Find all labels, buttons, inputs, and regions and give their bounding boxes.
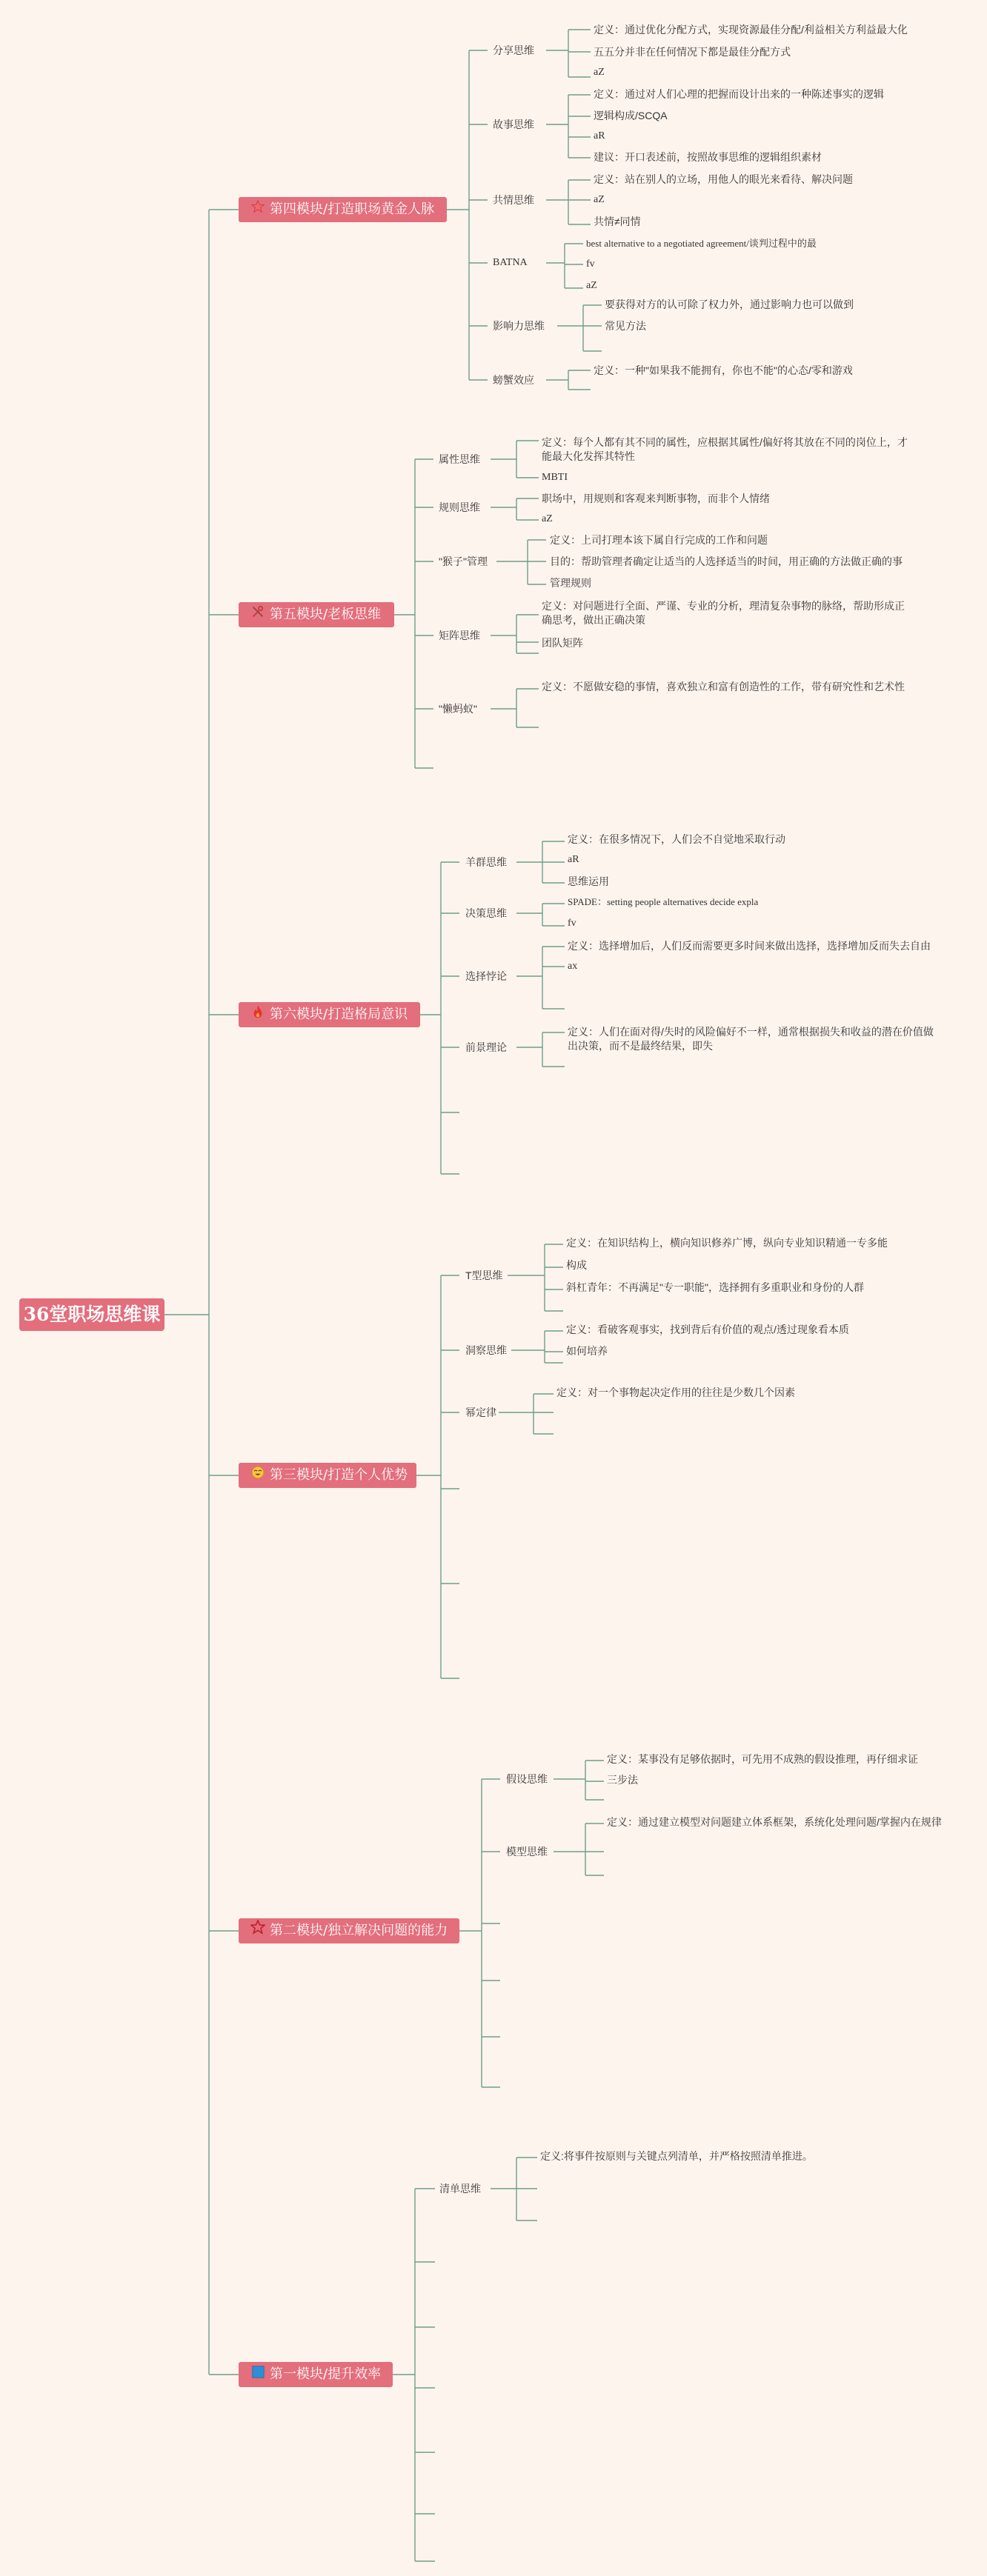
sub-attribute-thinking[interactable]: 属性思维 [439, 453, 480, 465]
module-5-label: 第五模块/老板思维 [270, 607, 382, 622]
sub-lazy-ant[interactable]: "懒蚂蚁" [439, 703, 477, 715]
leaf-power-definition: 定义：对一个事物起决定作用的往往是少数几个因素 [556, 1387, 795, 1398]
leaf-prospect-definition-1: 定义：人们在面对得/失时的风险偏好不一样，通常根据损失和收益的潜在价值做 [568, 1026, 934, 1038]
leaf-matrix-definition-2: 确思考，做出正确决策 [542, 614, 645, 626]
leaf-share-5050: 五五分并非在任何情况下都是最佳分配方式 [594, 46, 791, 58]
leaf-decision-fv: fv [568, 918, 576, 929]
module-3-node[interactable] [239, 1463, 416, 1488]
sub-checklist-thinking[interactable]: 清单思维 [439, 2183, 481, 2195]
leaf-paradox-definition: 定义：选择增加后，人们反而需要更多时间来做出选择，选择增加反而失去自由 [568, 940, 931, 952]
leaf-crab-definition: 定义：一种"如果我不能拥有，你也不能"的心态/零和游戏 [594, 364, 853, 376]
leaf-share-definition: 定义：通过优化分配方式，实现资源最佳分配/利益相关方利益最大化 [594, 24, 908, 36]
sub-monkey-management[interactable]: "猴子"管理 [439, 555, 488, 567]
leaf-monkey-definition: 定义：上司打理本该下属自行完成的工作和问题 [550, 534, 768, 546]
module-2-node[interactable] [239, 1918, 459, 1943]
leaf-ant-definition: 定义：不愿做安稳的事情，喜欢独立和富有创造性的工作，带有研究性和艺术性 [542, 681, 905, 693]
module-1-label: 第一模块/提升效率 [270, 2366, 382, 2382]
module-6-node[interactable] [239, 1002, 420, 1027]
module-2-label: 第二模块/独立解决问题的能力 [270, 1923, 448, 1938]
leaf-attr-definition-2: 能最大化发挥其特性 [542, 450, 635, 462]
leaf-empathy-az: aZ [594, 194, 605, 205]
leaf-hypothesis-three-steps: 三步法 [607, 1774, 638, 1786]
star-icon [249, 197, 267, 222]
sub-power-law[interactable]: 幂定律 [465, 1407, 496, 1418]
sub-model-thinking[interactable]: 模型思维 [506, 1846, 548, 1858]
leaf-paradox-ax: ax [568, 961, 578, 972]
leaf-story-scqa: 逻辑构成/SCQA [594, 110, 668, 121]
leaf-model-definition: 定义：通过建立模型对问题建立体系框架，系统化处理问题/掌握内在规律 [607, 1816, 942, 1828]
sub-share-thinking[interactable]: 分享思维 [493, 44, 534, 56]
sub-herd-thinking[interactable]: 羊群思维 [465, 856, 507, 868]
star-outline-icon [249, 1918, 267, 1943]
leaf-t-slash-youth: 斜杠青年：不再满足"专一职能"，选择拥有多重职业和身份的人群 [566, 1281, 864, 1293]
sub-insight-thinking[interactable]: 洞察思维 [465, 1344, 507, 1356]
leaf-batna-definition: best alternative to a negotiated agreement/谈判过程中的最 [586, 238, 817, 249]
leaf-monkey-rules: 管理规则 [550, 577, 591, 589]
leaf-hypothesis-definition: 定义：某事没有足够依据时，可先用不成熟的假设推理，再仔细求证 [607, 1753, 918, 1765]
leaf-herd-usage: 思维运用 [568, 875, 609, 887]
leaf-rule-az: aZ [542, 513, 553, 524]
sub-empathy-thinking[interactable]: 共情思维 [493, 194, 534, 206]
leaf-decision-spade: SPADE：setting people alternatives decide expla [568, 896, 759, 907]
leaf-insight-cultivate: 如何培养 [566, 1345, 608, 1357]
sub-influence-thinking[interactable]: 影响力思维 [493, 320, 545, 332]
leaf-checklist-definition: 定义:将事件按原则与关键点列清单，并严格按照清单推进。 [540, 2150, 813, 2162]
flame-icon [249, 1002, 267, 1027]
sub-story-thinking[interactable]: 故事思维 [493, 119, 534, 130]
leaf-matrix-team: 团队矩阵 [542, 637, 583, 649]
leaf-share-az: aZ [594, 67, 605, 78]
leaf-rule-objective: 职场中，用规则和客观来判断事物，而非个人情绪 [542, 493, 770, 504]
leaf-matrix-definition-1: 定义：对问题进行全面、严谨、专业的分析，理清复杂事物的脉络，帮助形成正 [542, 600, 905, 612]
leaf-batna-fv: fv [586, 258, 595, 270]
sub-choice-paradox[interactable]: 选择悖论 [465, 970, 507, 982]
module-1-node[interactable] [239, 2362, 393, 2387]
sub-matrix-thinking[interactable]: 矩阵思维 [439, 630, 480, 641]
leaf-herd-ar: aR [568, 854, 579, 865]
root-node[interactable]: 36堂职场思维课 [19, 1298, 164, 1331]
emoji-icon [249, 1463, 267, 1488]
leaf-story-definition: 定义：通过对人们心理的把握而设计出来的一种陈述事实的逻辑 [594, 88, 884, 100]
sub-batna[interactable]: BATNA [493, 257, 528, 268]
leaf-batna-az: aZ [586, 280, 597, 291]
leaf-t-structure: 构成 [566, 1259, 587, 1271]
leaf-prospect-definition-2: 出决策，而不是最终结果，即失 [568, 1040, 713, 1052]
leaf-empathy-not-sympathy: 共情≠同情 [594, 216, 641, 227]
sub-hypothesis-thinking[interactable]: 假设思维 [506, 1773, 548, 1785]
leaf-attr-definition-1: 定义：每个人都有其不同的属性，应根据其属性/偏好将其放在不同的岗位上，才 [542, 436, 908, 448]
tools-icon [249, 602, 267, 627]
module-5-node[interactable] [239, 602, 394, 627]
leaf-influence-approval: 要获得对方的认可除了权力外，通过影响力也可以做到 [605, 298, 854, 310]
leaf-insight-definition: 定义：看破客观事实，找到背后有价值的观点/透过现象看本质 [566, 1324, 849, 1335]
leaf-story-advice: 建议：开口表述前，按照故事思维的逻辑组织素材 [594, 151, 822, 163]
leaf-empathy-definition: 定义：站在别人的立场，用他人的眼光来看待、解决问题 [594, 173, 853, 185]
module-4-node[interactable] [239, 197, 447, 222]
leaf-story-ar: aR [594, 130, 605, 141]
sub-t-shape-thinking[interactable]: T型思维 [465, 1269, 503, 1281]
leaf-influence-methods: 常见方法 [605, 320, 646, 332]
module-4-label: 第四模块/打造职场黄金人脉 [270, 201, 435, 217]
leaf-monkey-purpose: 目的：帮助管理者确定让适当的人选择适当的时间，用正确的方法做正确的事 [550, 555, 903, 567]
module-3-label: 第三模块/打造个人优势 [270, 1467, 408, 1483]
sub-crab-effect[interactable]: 螃蟹效应 [493, 374, 534, 386]
sub-prospect-theory[interactable]: 前景理论 [465, 1041, 507, 1053]
sub-rule-thinking[interactable]: 规则思维 [439, 501, 480, 513]
module-6-label: 第六模块/打造格局意识 [270, 1007, 408, 1022]
sub-decision-thinking[interactable]: 决策思维 [465, 907, 507, 919]
leaf-t-definition: 定义：在知识结构上，横向知识修养广博，纵向专业知识精通一专多能 [566, 1237, 888, 1249]
leaf-attr-mbti: MBTI [542, 472, 568, 483]
leaf-herd-definition: 定义：在很多情况下，人们会不自觉地采取行动 [568, 833, 785, 845]
square-icon [249, 2362, 267, 2387]
